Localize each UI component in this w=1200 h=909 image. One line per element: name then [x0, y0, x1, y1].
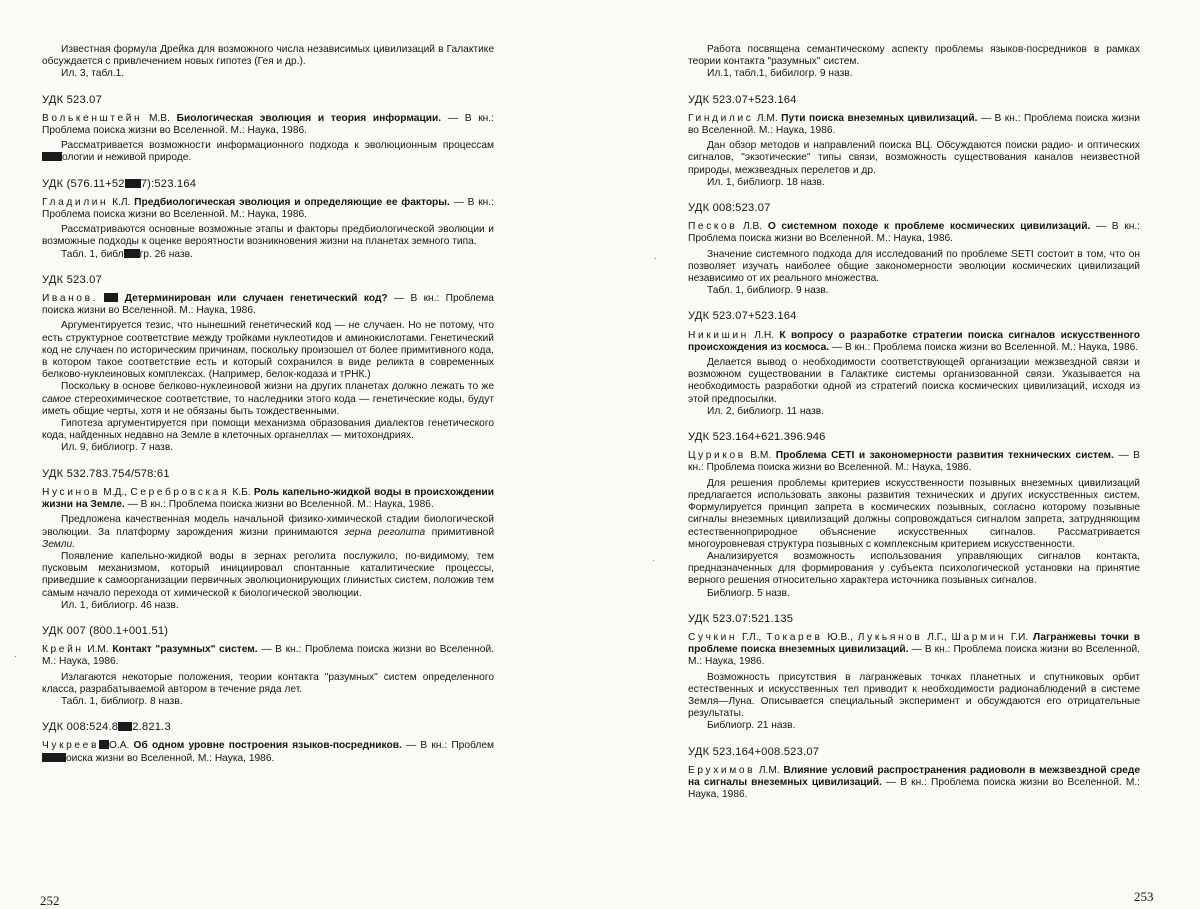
- abstract-entry: [688, 431, 1140, 600]
- entry-source: — В кн.: Проблема поиска жизни во Вселенной. М.: Наука, 1986.: [688, 450, 1140, 474]
- entry-title: О системном походе к проблеме космических цивилизаций.: [767, 221, 1091, 233]
- entry-source: — В кн.: Проблема поиска жизни во Вселенной. М.: Наука, 1986.: [688, 112, 1140, 137]
- udk-code: УДК 523.07:521.135: [688, 612, 794, 625]
- author-name: Нусинов: [42, 486, 101, 498]
- entry-refs: Ил.1, табл.1, бибилогр. 9 назв.: [707, 68, 853, 80]
- udk-code: УДК 523.07+523.164: [688, 93, 797, 106]
- scan-speck: ·: [652, 556, 655, 565]
- abstract-entry: [42, 274, 494, 455]
- redaction-mark: [118, 722, 132, 731]
- abstract-entry: [42, 721, 494, 765]
- abstract-entry: [42, 625, 494, 708]
- udk-code: УДК 008:523.07: [688, 202, 771, 215]
- redaction-mark: [124, 249, 140, 258]
- udk-code: УДК 008:524.8 2.821.3: [42, 721, 171, 734]
- entry-source: — В кн.: Проблемоиска жизни во Вселенной. М.: Наука, 1986.: [42, 740, 494, 763]
- author-name: Токарев: [766, 631, 823, 643]
- entry-title: Детерминирован или случаен генетический код?: [124, 293, 388, 305]
- entry-title: Пути поиска внеземных цивилизаций.: [781, 112, 978, 124]
- entry-title: Биологическая эволюция и теория информации.: [176, 112, 442, 124]
- entry-source: — В кн.: Проблема поиска жизни во Вселенной. М.: Наука, 1986.: [688, 776, 1140, 801]
- abstract-text: Известная формула Дрейка для возможного числа независимых цивилизаций в Галактике обсуждается с привлечением новых гипотез (Гея и др.).: [42, 44, 494, 68]
- redaction-mark: [104, 293, 118, 302]
- entry-refs: Ил. 1, библиогр. 18 назв.: [707, 176, 825, 188]
- udk-code: УДК 523.07: [42, 273, 103, 286]
- udk-code: УДК 532.783.754/578:61: [42, 467, 170, 480]
- entry-source: — В кн.: Проблема поиска жизни во Вселенной. М.: Наука, 1986.: [42, 644, 494, 668]
- abstract-text: Работа посвящена семантическому аспекту проблемы языков-посредников в рамках теории контакта "разумных" систем.: [688, 44, 1140, 68]
- abstract-text: Аргументируется тезис, что нынешний генетический код — не случаен. Но не потому, что есть структурное соответствие между тройками нуклеотидов и аминокислотами. Генетический код не случаен по историческим причинам, поскольку произошел от более примитивного кода, в котором такое соответствие есть и который сохранился в виде реликта в современных белково-нуклеиновых комплексах. (Например, белок-кодаза и тРНК.): [42, 320, 494, 381]
- author-name: Гиндилис: [688, 112, 754, 124]
- author-name: Гладилин: [42, 196, 109, 208]
- abstract-text: Анализируется возможность использования управляющих сигналов контакта, предназначенных для формирования у субъекта психологической установки на принятие верного решения относительно характера источника позывных сигналов.: [688, 550, 1140, 587]
- author-name: Шармин: [951, 631, 1007, 643]
- abstract-text: Появление капельно-жидкой воды в зернах реголита послужило, по-видимому, тем пусковым механизмом, который инициировал спонтанные каталитические процессы, приведшие к самоорганизации первичных эволюционирующих глинистых систем, положив тем самым начало перехода от химической к биологической эволюции.: [42, 550, 495, 599]
- abstract-entry: [42, 94, 494, 165]
- abstract-text: Для решения проблемы критериев искусственности позывных внеземных цивилизаций предлагается использовать законы развития технических и других искусственных систем. Формулируется принцип запрета в космических позывных, согласно которому позывные сигналы внеземных цивилизаций должны сопровождаться сигналом запрета, затрудняющим естественноприродное объяснение искусственных сигналов. Рассматривается многоуровневая структура позывных с комплексным критерием искусственности.: [688, 477, 1140, 550]
- author-initials: Г.И.: [1010, 631, 1029, 643]
- redaction-mark: [42, 753, 66, 762]
- author-name: Сучкин: [688, 631, 738, 643]
- entry-refs: Библиогр. 21 назв.: [707, 720, 796, 732]
- author-initials: Л.В.: [743, 221, 763, 233]
- author-initials: В.М.: [750, 450, 772, 462]
- entry-source: — В кн.: Проблема поиска жизни во Вселенной. М.: Наука, 1986.: [42, 112, 494, 137]
- author-initials: Г.Л.,: [741, 631, 762, 643]
- entry-title: Контакт "разумных" систем.: [112, 644, 258, 656]
- entry-title: Роль капельно-жидкой воды в происхождении жизни на Земле.: [42, 486, 494, 511]
- author-initials: К.Б.: [232, 486, 251, 498]
- citation: [42, 113, 494, 137]
- citation: [42, 487, 494, 511]
- abstract-text: Возможность присутствия в лагранжевых точках планетных и спутниковых орбит естественных и искусственных тел приводит к необходимости радионаблюдений в системе Земля—Луна. Описывается специальный эксперимент и обсуждаются его отрицательные результаты.: [688, 671, 1140, 720]
- author-initials: Л.М.: [758, 764, 780, 776]
- abstract-entry: [688, 613, 1140, 733]
- citation: [42, 644, 494, 668]
- author-name: Волькенштейн: [42, 112, 143, 124]
- entry-title: Влияние условий распространения радиоволн в межзвездной среде на сигналы внеземных цивилизаций.: [688, 764, 1140, 788]
- author-name: Лукьянов: [857, 631, 923, 643]
- abstract-text: Излагаются некоторые положения, теории контакта "разумных" систем определенного класса, разрабатываемой автором в течение ряда лет.: [42, 671, 494, 695]
- entry-refs: Ил. 3, табл.1.: [61, 68, 125, 80]
- abstract-entry: [688, 202, 1140, 297]
- entry-refs: Табл. 1, библиогр. 8 назв.: [61, 695, 183, 707]
- redaction-mark: [99, 740, 109, 749]
- redaction-mark: [125, 179, 141, 188]
- citation: [688, 330, 1140, 354]
- abstract-text: Поскольку в основе белково-нуклеиновой жизни на других планетах должно лежать то же самое стереохимическое соответствие, то наследники этого кода — генетические коды, будут иметь общие черты, хотя и не обязаны быть тождественными.: [42, 381, 494, 417]
- author-initials: Л.Н.: [754, 329, 775, 341]
- entry-source: — В кн.: Проблема поиска жизни во Вселенной. М.: Наука, 1986.: [42, 196, 494, 221]
- abstract-entry: [42, 468, 494, 612]
- udk-code: УДК 523.164+621.396.946: [688, 431, 826, 444]
- citation: [688, 765, 1140, 802]
- entry-title: Лагранжевы точки в проблеме поиска внеземных цивилизаций.: [688, 631, 1140, 656]
- citation: [688, 221, 1140, 245]
- page-number: 252: [40, 893, 60, 908]
- entry-source: — В кн.: Проблема поиска жизни во Вселенной. М.: Наука, 1986.: [127, 499, 434, 511]
- entry-title: Предбиологическая эволюция и определяющие ее факторы.: [134, 196, 450, 208]
- abstract-entry: [688, 94, 1140, 189]
- abstract-text: Предложена качественная модель начальной физико-химической стадии биологической эволюции. За платформу зарождения жизни принимаются зерна реголита примитивной Земли.: [42, 514, 495, 550]
- citation: [688, 632, 1140, 669]
- right-page: [688, 44, 1140, 814]
- author-name: Чукреев: [42, 740, 99, 752]
- entry-refs: Табл. 1, библ гр. 26 назв.: [61, 248, 193, 260]
- author-name: Иванов.: [42, 293, 99, 305]
- entry-refs: Библиогр. 5 назв.: [707, 587, 790, 599]
- redaction-mark: [42, 152, 62, 161]
- citation: [688, 113, 1140, 137]
- abstract-text: Рассматриваются основные возможные этапы и факторы предбиологической эволюции и возможные подходы к оценке вероятности возникновения жизни на планетах земного типа.: [42, 224, 494, 248]
- author-name: Песков: [688, 221, 738, 233]
- author-initials: Ю.В.,: [827, 631, 853, 643]
- author-name: Ерухимов: [688, 764, 756, 776]
- entry-refs: Табл. 1, библиогр. 9 назв.: [707, 285, 829, 297]
- abstract-entry-intro: [688, 44, 1140, 81]
- scan-speck: ·: [14, 652, 17, 661]
- author-initials: Л.М.: [756, 112, 778, 124]
- author-initials: М.Д.,: [103, 486, 128, 498]
- entry-refs: Ил. 2, библиогр. 11 назв.: [707, 405, 824, 417]
- entry-source: — В кн.: Проблема поиска жизни во Вселенной. М.: Наука, 1986.: [831, 341, 1139, 353]
- entry-refs: Ил. 9, библиогр. 7 назв.: [61, 442, 174, 454]
- abstract-entry-intro: [42, 44, 494, 81]
- abstract-entry: [688, 746, 1140, 802]
- citation: [42, 740, 494, 764]
- entry-refs: Ил. 1, библиогр. 46 назв.: [61, 599, 179, 611]
- entry-title: Проблема CETI и закономерности развития технических систем.: [775, 450, 1114, 462]
- abstract-text: Рассматривается возможности информационного подхода к эволюционным процессамологии и неживой природе.: [42, 140, 494, 164]
- abstract-text: Делается вывод о необходимости соответствующей организации межзвездной связи и возможном существовании в Галактике системы организованной связи. Указывается на необходимость разработки одной из стратегий поиска космических цивилизаций, исходя из этой предпосылки.: [688, 357, 1140, 405]
- abstract-entry: [688, 310, 1140, 418]
- abstract-entry: [42, 178, 494, 261]
- left-page: [42, 44, 494, 778]
- page-number: 253: [1134, 889, 1154, 904]
- abstract-text: Значение системного подхода для исследований по проблеме SETI состоит в том, что он позволяет изучать наиболее общие закономерности эволюции космических цивилизаций независимо от их реального множества.: [688, 248, 1140, 285]
- citation: [688, 450, 1140, 474]
- abstract-text: Дан обзор методов и направлений поиска ВЦ. Обсуждаются поиски радио- и оптических сигналов, "экзотические" типы связи, возможность существования каналов неизвестной природы, межзвездных перелетов и др.: [688, 140, 1140, 176]
- author-initials: К.Л.: [112, 196, 131, 208]
- author-name: Цуриков: [688, 450, 746, 462]
- udk-code: УДК 523.07: [42, 93, 103, 106]
- entry-title: К вопросу о разработке стратегии поиска сигналов искусственного происхождения из космоса.: [688, 329, 1140, 353]
- udk-code: УДК 007 (800.1+001.51): [42, 624, 169, 637]
- entry-source: — В кн.: Проблема поиска жизни во Вселенной. М.: Наука, 1986.: [42, 293, 494, 317]
- udk-code: УДК (576.11+52 7):523.164: [42, 177, 197, 190]
- author-initials: Л.Г.,: [927, 631, 947, 643]
- author-initials: М.В.: [148, 112, 170, 124]
- udk-code: УДК 523.164+008.523.07: [688, 745, 820, 758]
- author-initials: О.А.: [108, 740, 130, 752]
- entry-source: — В кн.: Проблема поиска жизни во Вселенной. М.: Наука, 1986.: [688, 644, 1141, 668]
- citation: [42, 293, 494, 317]
- entry-title: Об одном уровне построения языков-посредников.: [133, 740, 402, 752]
- author-initials: И.М.: [87, 644, 109, 656]
- author-name: Крейн: [42, 644, 84, 656]
- citation: [42, 197, 494, 221]
- author-name: Серебровская: [130, 486, 230, 498]
- entry-source: — В кн.: Проблема поиска жизни во Вселенной. М.: Наука, 1986.: [688, 221, 1140, 245]
- scan-speck: ·: [654, 254, 657, 263]
- abstract-text: Гипотеза аргументируется при помощи механизма образования диалектов генетического кода, найденных недавно на Земле в клеточных органеллах — митохондриях.: [42, 418, 494, 442]
- author-name: Никишин: [688, 329, 749, 341]
- udk-code: УДК 523.07+523.164: [688, 310, 797, 323]
